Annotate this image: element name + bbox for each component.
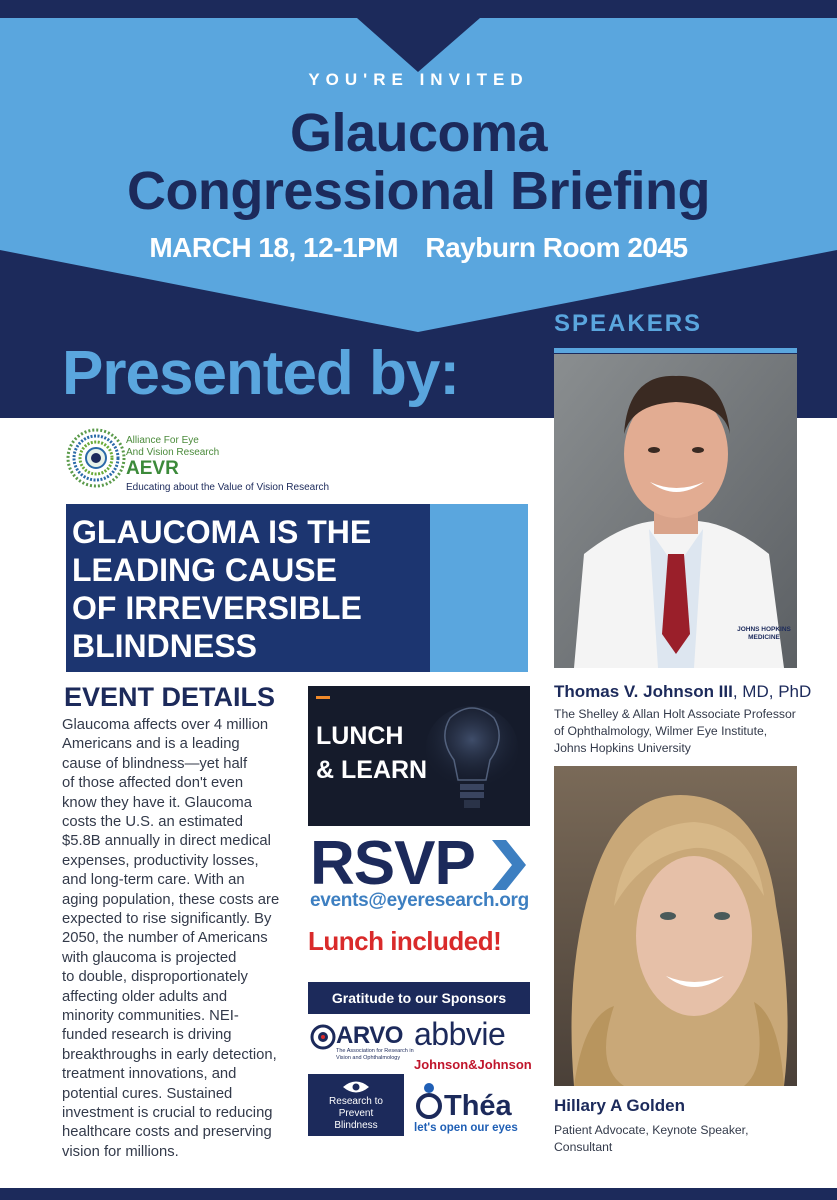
rsvp-email-link[interactable]: events@eyeresearch.org [310,890,529,911]
headline-line-4: BLINDNESS [72,628,257,664]
title-line-1: Glaucoma [289,103,548,163]
event-text-line: expected to rise significantly. By [62,911,272,927]
event-text-line: investment is crucial to reducing [62,1105,273,1121]
speaker-photo-johnson [554,354,797,668]
jnj-logo: Johnson&Johnson [414,1057,532,1072]
speaker-1-credentials: , MD, PhD [732,682,812,701]
event-text-line: Glaucoma affects over 4 million [62,717,269,733]
rpb-line: Prevent [338,1108,374,1119]
abbvie-logo: abbvie [414,1016,506,1052]
aevr-abbreviation: AEVR [126,458,179,479]
aevr-logo-icon [66,428,126,488]
speaker-1-desc-line: The Shelley & Allan Holt Associate Professor [554,707,796,721]
event-room: Rayburn Room 2045 [425,232,688,263]
rpb-line: Research to [329,1096,383,1107]
speaker-2-desc-line: Patient Advocate, Keynote Speaker, [554,1123,749,1137]
event-text-line: cause of blindness—yet half [62,755,248,772]
event-text-line: and long-term care. With an [62,872,245,889]
speaker-1-desc-line: Johns Hopkins University [554,741,691,755]
headline-line-3: OF IRREVERSIBLE [72,590,362,626]
event-text-line: expenses, productivity losses, [62,852,259,869]
thea-logo: Théa [444,1090,512,1122]
lunch-included-note: Lunch included! [308,926,502,956]
thea-tagline: let's open our eyes [414,1122,518,1134]
event-text-line: affecting older adults and [62,988,228,1005]
learn-label: & LEARN [316,756,428,784]
aevr-tagline: Educating about the Value of Vision Research [126,482,330,493]
page-title [0,104,837,220]
event-text-line: Americans and is a leading [62,736,240,753]
event-text-line: 2050, the number of Americans [62,930,268,947]
event-text-line: aging population, these costs are [62,891,280,908]
event-text-line: $5.8B annually in direct medical [62,833,271,850]
bottom-strip [0,1188,837,1200]
event-text-line: potential cures. Sustained [62,1085,233,1102]
event-text-line: healthcare costs and preserving [62,1124,272,1141]
rpb-line: Blindness [334,1120,378,1131]
speaker-1-desc-line: of Ophthalmology, Wilmer Eye Institute, [554,724,768,738]
event-text-line: of those affected don't even [62,775,244,792]
invited-label: YOU'RE INVITED [308,70,529,89]
thea-logo-icon [414,1082,444,1122]
johns-hopkins-badge: JOHNS HOPKINS MEDICINE [737,626,791,641]
arvo-logo: ARVO [336,1022,403,1049]
event-text-line: to double, disproportionately [62,969,248,986]
event-text-line: treatment innovations, and [62,1066,237,1083]
arvo-eye-icon [310,1024,336,1050]
rsvp-label: RSVP [310,829,475,898]
event-text-line: with glaucoma is projected [62,949,237,966]
lunch-label: LUNCH [316,722,404,750]
accent-bar [316,696,330,699]
top-strip [0,0,837,18]
speakers-heading: SPEAKERS [554,310,703,337]
event-text-line: breakthroughs in early detection, [62,1046,277,1063]
speaker-2-name: Hillary A Golden [554,1096,685,1115]
headline-line-2: LEADING CAUSE [72,552,337,588]
headline-line-1: GLAUCOMA IS THE [72,514,372,550]
speaker-photo-golden [554,766,797,1086]
arvo-subtitle: The Association for Research in Vision and Ophthalmology [336,1048,414,1061]
chevron-right-icon [488,836,530,894]
title-line-2: Congressional Briefing [126,161,711,221]
eye-icon [342,1080,370,1094]
aevr-name-line-2: And Vision Research [126,447,220,458]
event-text-line: costs the U.S. an estimated [62,814,243,830]
event-date: MARCH 18, 12-1PM [149,232,399,263]
event-text-line: funded research is driving [62,1027,232,1044]
speaker-accent-bar [554,348,797,353]
sponsors-heading: Gratitude to our Sponsors [308,982,530,1014]
speaker-1-name: Thomas V. Johnson III [554,682,733,701]
speaker-2-desc-line: Consultant [554,1140,613,1154]
event-details-heading: EVENT DETAILS [64,682,276,712]
speaker-1-name-line [554,682,811,702]
event-text-line: minority communities. NEI- [62,1008,239,1024]
aevr-name-line-1: Alliance For Eye [126,435,199,446]
presented-by-heading: Presented by: [62,339,460,408]
event-date-location [0,232,837,264]
event-text-line: vision for millions. [62,1143,179,1160]
lightbulb-icon [410,698,530,826]
event-text-line: know they have it. Glaucoma [62,794,252,811]
